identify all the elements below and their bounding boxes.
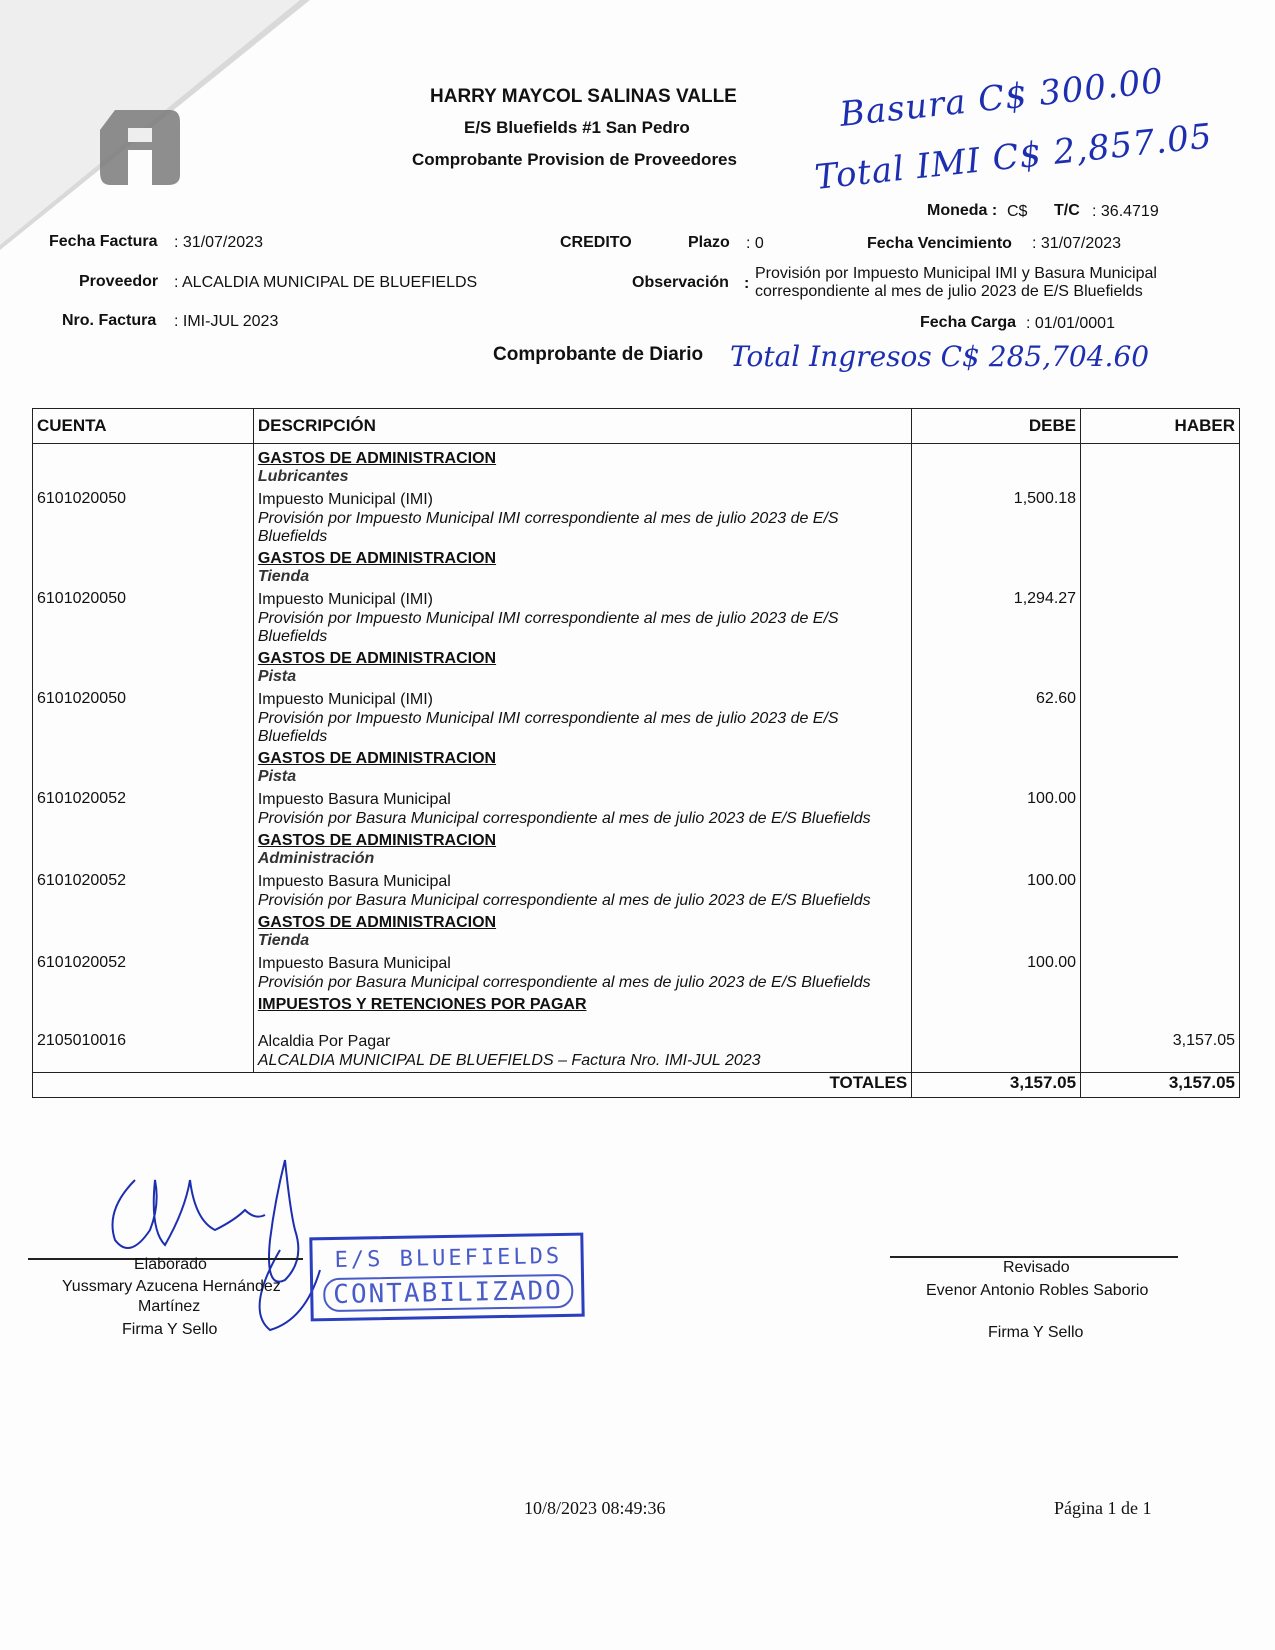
item-name: Impuesto Municipal (IMI) — [257, 491, 434, 508]
group-title: GASTOS DE ADMINISTRACION — [257, 650, 497, 667]
description-cell — [253, 1014, 911, 1073]
print-timestamp: 10/8/2023 08:49:36 — [524, 1498, 666, 1518]
plazo-value: : 0 — [746, 235, 764, 252]
totals-row — [33, 1073, 1240, 1098]
group-row — [33, 912, 1240, 950]
totals-spacer — [33, 1073, 254, 1098]
account-code: 6101020050 — [33, 686, 254, 748]
item-note-line-1: Provisión por Basura Municipal correspondiente al mes de julio 2023 de E/S Bluefields — [257, 974, 871, 991]
moneda-label: Moneda : — [927, 202, 998, 219]
haber-value — [1081, 950, 1240, 994]
diario-title: Comprobante de Diario — [493, 344, 704, 365]
moneda-value: C$ — [1007, 203, 1028, 220]
table-row — [33, 950, 1240, 994]
group-title: GASTOS DE ADMINISTRACION — [257, 450, 497, 467]
stamp-line-2: CONTABILIZADO — [323, 1274, 573, 1312]
fecha-vencimiento-label: Fecha Vencimiento — [867, 235, 1012, 252]
group-row — [33, 648, 1240, 686]
revisado-label: Revisado — [1003, 1259, 1070, 1276]
fecha-factura-value: : 31/07/2023 — [174, 234, 263, 251]
group-row — [33, 444, 1240, 487]
group-cell — [253, 748, 911, 786]
group-cell — [253, 548, 911, 586]
tc-value: : 36.4719 — [1092, 203, 1159, 220]
table-row — [33, 586, 1240, 648]
item-name: Alcaldia Por Pagar — [257, 1033, 391, 1050]
observacion-text — [755, 265, 1157, 301]
account-code: 2105010016 — [33, 1014, 254, 1073]
haber-value — [1081, 486, 1240, 548]
group-title: GASTOS DE ADMINISTRACION — [257, 914, 497, 931]
page-number: Página 1 de 1 — [1054, 1498, 1152, 1518]
handwritten-total-imi-note: Total IMI C$ 2,857.05 — [812, 116, 1215, 198]
col-header-haber: HABER — [1081, 409, 1240, 444]
debe-value — [912, 1014, 1081, 1073]
group-haber-empty — [1081, 830, 1240, 868]
description-cell — [253, 868, 911, 912]
group-subtitle: Pista — [257, 768, 297, 785]
table-row — [33, 868, 1240, 912]
group-debe-empty — [912, 648, 1081, 686]
item-name: Impuesto Municipal (IMI) — [257, 691, 434, 708]
observacion-line-1: Provisión por Impuesto Municipal IMI y Basura Municipal — [755, 265, 1157, 282]
group-subtitle: Lubricantes — [257, 468, 349, 485]
observacion-label: Observación — [632, 274, 729, 291]
fecha-carga-value: : 01/01/0001 — [1026, 315, 1115, 332]
table-row — [33, 1014, 1240, 1073]
group-cuenta-empty — [33, 830, 254, 868]
journal-table — [32, 408, 1240, 1098]
description-cell — [253, 586, 911, 648]
haber-value: 3,157.05 — [1081, 1014, 1240, 1073]
group-title: GASTOS DE ADMINISTRACION — [257, 750, 497, 767]
debe-value: 100.00 — [912, 786, 1081, 830]
group-cell — [253, 830, 911, 868]
item-note-line-1: Provisión por Impuesto Municipal IMI correspondiente al mes de julio 2023 de E/S — [257, 610, 839, 627]
group-row — [33, 994, 1240, 1014]
revisado-name: Evenor Antonio Robles Saborio — [926, 1282, 1149, 1299]
stamp-line-1: E/S BLUEFIELDS — [334, 1243, 563, 1273]
group-debe-empty — [912, 994, 1081, 1014]
group-row — [33, 548, 1240, 586]
group-haber-empty — [1081, 994, 1240, 1014]
account-code: 6101020050 — [33, 586, 254, 648]
group-haber-empty — [1081, 748, 1240, 786]
debe-value: 1,294.27 — [912, 586, 1081, 648]
debe-value: 1,500.18 — [912, 486, 1081, 548]
item-note-line-1: Provisión por Basura Municipal correspondiente al mes de julio 2023 de E/S Bluefields — [257, 810, 871, 827]
group-subtitle: Tienda — [257, 568, 310, 585]
item-note-line-2: Bluefields — [257, 728, 328, 745]
item-note-line-2: Bluefields — [257, 628, 328, 645]
group-debe-empty — [912, 830, 1081, 868]
table-row — [33, 786, 1240, 830]
haber-value — [1081, 686, 1240, 748]
item-note-line-1: Provisión por Impuesto Municipal IMI correspondiente al mes de julio 2023 de E/S — [257, 510, 839, 527]
group-debe-empty — [912, 548, 1081, 586]
company-name: HARRY MAYCOL SALINAS VALLE — [430, 86, 737, 107]
fecha-factura-label: Fecha Factura — [49, 233, 158, 250]
item-note-line-2: Bluefields — [257, 528, 328, 545]
group-cuenta-empty — [33, 912, 254, 950]
item-name: Impuesto Municipal (IMI) — [257, 591, 434, 608]
group-cuenta-empty — [33, 748, 254, 786]
description-cell — [253, 786, 911, 830]
account-code: 6101020052 — [33, 868, 254, 912]
item-note-line-1: ALCALDIA MUNICIPAL DE BLUEFIELDS – Factura Nro. IMI-JUL 2023 — [257, 1052, 761, 1069]
item-note-line-1: Provisión por Impuesto Municipal IMI correspondiente al mes de julio 2023 de E/S — [257, 710, 839, 727]
group-cell — [253, 444, 911, 487]
description-cell — [253, 950, 911, 994]
group-row — [33, 830, 1240, 868]
proveedor-value: : ALCALDIA MUNICIPAL DE BLUEFIELDS — [174, 274, 478, 291]
group-debe-empty — [912, 748, 1081, 786]
col-header-cuenta: CUENTA — [33, 409, 254, 444]
group-debe-empty — [912, 912, 1081, 950]
group-title: GASTOS DE ADMINISTRACION — [257, 550, 497, 567]
group-subtitle: Administración — [257, 850, 375, 867]
right-signature-line — [890, 1256, 1178, 1258]
document-title: Comprobante Provision de Proveedores — [412, 150, 737, 169]
plazo-label: Plazo — [688, 234, 730, 251]
table-header-row — [33, 409, 1240, 444]
group-cuenta-empty — [33, 994, 254, 1014]
debe-value: 62.60 — [912, 686, 1081, 748]
table-row — [33, 686, 1240, 748]
group-haber-empty — [1081, 444, 1240, 487]
group-title: IMPUESTOS Y RETENCIONES POR PAGAR — [257, 996, 587, 1013]
observacion-separator: : — [744, 275, 750, 292]
item-name: Impuesto Basura Municipal — [257, 873, 451, 890]
totals-label: TOTALES — [253, 1073, 911, 1098]
col-header-debe: DEBE — [912, 409, 1081, 444]
proveedor-label: Proveedor — [79, 273, 159, 290]
group-cell — [253, 648, 911, 686]
group-haber-empty — [1081, 548, 1240, 586]
group-cuenta-empty — [33, 548, 254, 586]
haber-value — [1081, 786, 1240, 830]
branch-name: E/S Bluefields #1 San Pedro — [464, 118, 690, 137]
revisado-firma-label: Firma Y Sello — [988, 1324, 1084, 1341]
nro-factura-label: Nro. Factura — [62, 312, 157, 329]
elaborado-firma-label: Firma Y Sello — [122, 1321, 218, 1338]
group-haber-empty — [1081, 912, 1240, 950]
handwritten-basura-note: Basura C$ 300.00 — [837, 61, 1166, 135]
haber-value — [1081, 586, 1240, 648]
group-debe-empty — [912, 444, 1081, 487]
debe-value: 100.00 — [912, 868, 1081, 912]
group-cell — [253, 912, 911, 950]
tc-label: T/C — [1054, 202, 1080, 219]
group-cuenta-empty — [33, 648, 254, 686]
credito-label: CREDITO — [560, 234, 632, 251]
elaborado-name-line-2: Martínez — [138, 1298, 201, 1315]
group-haber-empty — [1081, 648, 1240, 686]
group-title: GASTOS DE ADMINISTRACION — [257, 832, 497, 849]
item-name: Impuesto Basura Municipal — [257, 955, 451, 972]
description-cell — [253, 486, 911, 548]
description-cell — [253, 686, 911, 748]
group-subtitle: Tienda — [257, 932, 310, 949]
debe-value: 100.00 — [912, 950, 1081, 994]
table-row — [33, 486, 1240, 548]
item-note-line-1: Provisión por Basura Municipal correspondiente al mes de julio 2023 de E/S Bluefields — [257, 892, 871, 909]
item-name: Impuesto Basura Municipal — [257, 791, 451, 808]
elaborado-label: Elaborado — [134, 1256, 207, 1273]
elaborado-name-line-1: Yussmary Azucena Hernández — [62, 1278, 281, 1295]
nro-factura-value: : IMI-JUL 2023 — [174, 313, 279, 330]
account-code: 6101020052 — [33, 786, 254, 830]
haber-value — [1081, 868, 1240, 912]
group-cuenta-empty — [33, 444, 254, 487]
group-subtitle: Pista — [257, 668, 297, 685]
account-code: 6101020052 — [33, 950, 254, 994]
group-row — [33, 748, 1240, 786]
company-logo-icon — [90, 100, 185, 195]
col-header-descripcion: DESCRIPCIÓN — [253, 409, 911, 444]
total-debe: 3,157.05 — [912, 1073, 1081, 1098]
fecha-carga-label: Fecha Carga — [920, 314, 1017, 331]
group-cell — [253, 994, 911, 1014]
fecha-vencimiento-value: : 31/07/2023 — [1032, 235, 1121, 252]
account-code: 6101020050 — [33, 486, 254, 548]
handwritten-ingresos-note: Total Ingresos C$ 285,704.60 — [730, 340, 1150, 373]
journal-entries — [33, 444, 1240, 1073]
total-haber: 3,157.05 — [1081, 1073, 1240, 1098]
observacion-line-2: correspondiente al mes de julio 2023 de E/S Bluefields — [755, 283, 1143, 300]
contabilizado-stamp — [309, 1233, 584, 1322]
